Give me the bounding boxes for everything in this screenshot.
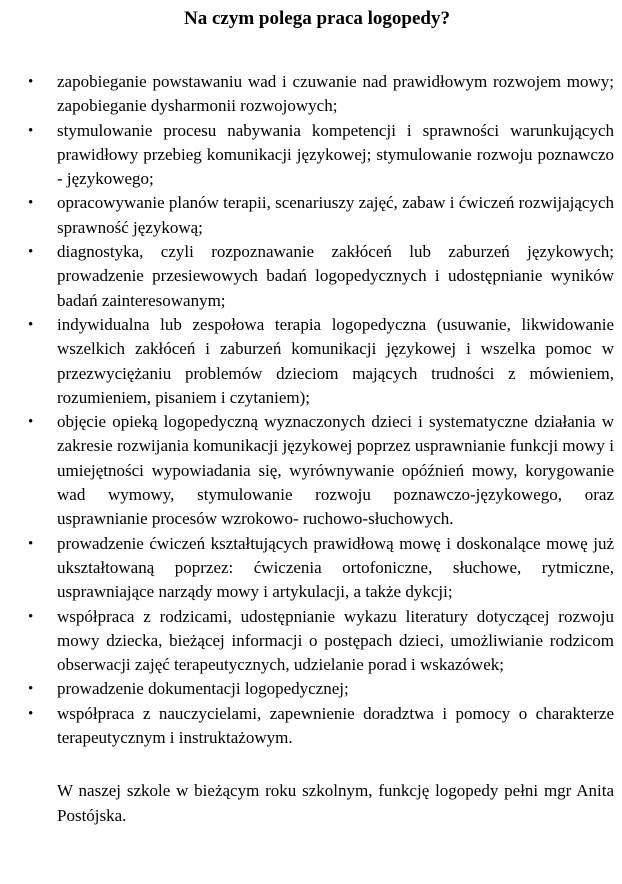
list-item xyxy=(20,410,614,531)
list-item-text: prowadzenie ćwiczeń kształtujących prawidłową mowę i doskonalące mowę już ukształtowaną poprzez: ćwiczenia ortofoniczne, słuchowe, rytmiczne, usprawniające narządy mowy i artykulacji, a także dykcji; xyxy=(57,533,614,602)
bullet-icon: • xyxy=(28,705,34,722)
bullet-icon: • xyxy=(28,681,34,698)
bullet-icon: • xyxy=(28,122,34,139)
list-item-text: indywidualna lub zespołowa terapia logopedyczna (usuwanie, likwidowanie wszelkich zakłóceń i zaburzeń komunikacji językowej i wszelka pomoc w przezwyciężaniu problemów dzieciom mających trudności z mówieniem, rozumieniem, pisaniem i czytaniem); xyxy=(57,314,614,407)
list-item xyxy=(20,119,614,192)
list-item xyxy=(20,702,614,751)
list-item-text: współpraca z rodzicami, udostępnianie wykazu literatury dotyczącej rozwoju mowy dziecka, bieżącej informacji o postępach dzieci, umożliwianie rodzicom obserwacji zajęć terapeutycznych, udzielanie porad i wskazówek; xyxy=(57,606,614,675)
bullet-icon: • xyxy=(28,74,34,90)
list-item xyxy=(20,677,614,701)
bullet-icon: • xyxy=(28,535,34,552)
list-item xyxy=(20,240,614,313)
bullet-icon: • xyxy=(28,316,34,333)
closing-paragraph: W naszej szkole w bieżącym roku szkolnym, funkcję logopedy pełni mgr Anita Postójska. xyxy=(57,781,614,825)
list-item-text: diagnostyka, czyli rozpoznawanie zakłóceń lub zaburzeń językowych; prowadzenie przesiewowych badań logopedycznych i udostępnianie wyników badań zainteresowanym; xyxy=(57,242,614,310)
list-item-text: stymulowanie procesu nabywania kompetencji i sprawności warunkujących prawidłowy przebieg komunikacji językowej; stymulowanie rozwoju poznawczo - językowego; xyxy=(57,120,614,189)
list-item-text: współpraca z nauczycielami, zapewnienie doradztwa i pomocy o charakterze terapeutycznym i instruktażowym. xyxy=(57,703,614,748)
bullet-icon: • xyxy=(28,608,34,625)
list-item-text: opracowywanie planów terapii, scenariuszy zajęć, zabaw i ćwiczeń rozwijających sprawność językową; xyxy=(57,193,614,237)
list-item-text: zapobieganie powstawaniu wad i czuwanie nad prawidłowym rozwojem mowy; zapobieganie dysharmonii rozwojowych; xyxy=(57,72,614,116)
list-item xyxy=(20,532,614,605)
list-item xyxy=(20,313,614,410)
bullet-icon: • xyxy=(28,195,34,212)
list-item-text: prowadzenie dokumentacji logopedycznej; xyxy=(57,679,349,699)
bullet-icon: • xyxy=(28,244,34,261)
list-item xyxy=(20,605,614,678)
duties-list xyxy=(20,70,614,750)
list-item-text: objęcie opieką logopedyczną wyznaczonych dzieci i systematyczne działania w zakresie rozwijania komunikacji językowej poprzez usprawnianie funkcji mowy i umiejętności wypowiadania się, wyrównywanie opóźnień mowy, korygowanie wad wymowy, stymulowanie rozwoju poznawczo-językowego, oraz usprawnianie procesów wzrokowo- ruchowo-słuchowych. xyxy=(57,412,614,529)
list-item xyxy=(20,70,614,119)
list-item xyxy=(20,191,614,240)
bullet-icon: • xyxy=(28,414,34,431)
page-title: Na czym polega praca logopedy? xyxy=(184,8,450,29)
